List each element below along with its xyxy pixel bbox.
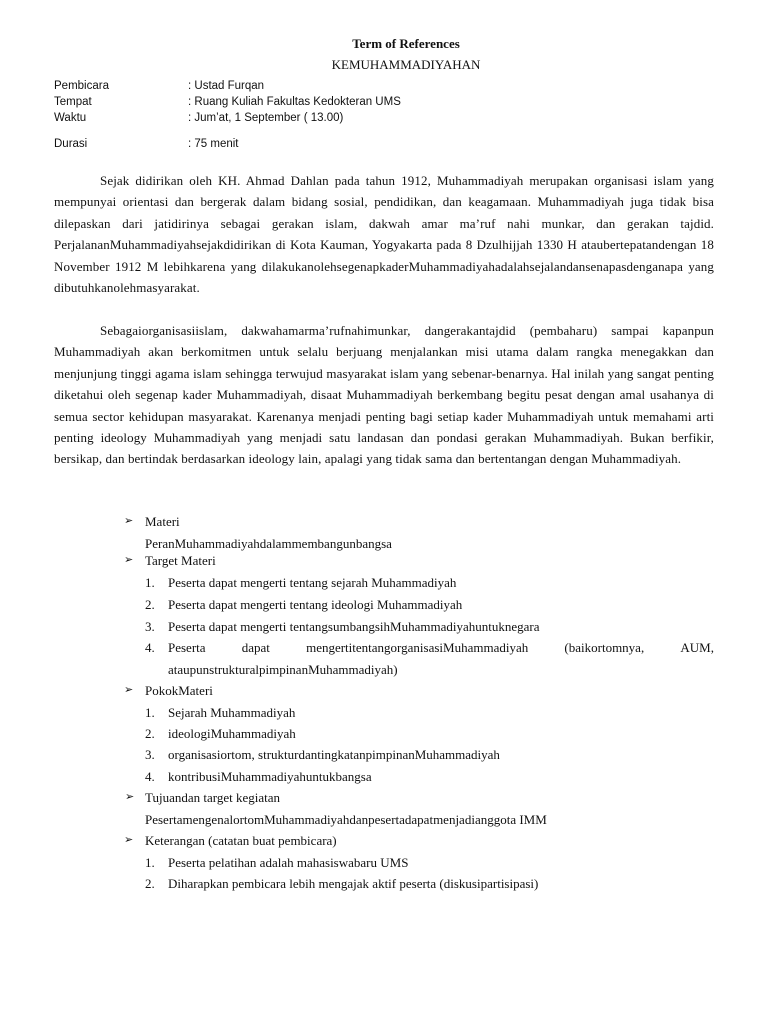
arrowhead-bullet-icon: ➢ [125, 790, 135, 803]
arrowhead-bullet-icon: ➢ [124, 833, 134, 846]
section-text: PesertamengenalortomMuhammadiyahdanpesertadapatmenjadianggota IMM [145, 812, 547, 827]
item-text: Sejarah Muhammadiyah [168, 705, 296, 720]
section-heading: Materi [145, 514, 180, 529]
document-subtitle: KEMUHAMMADIYAHAN [331, 57, 481, 72]
meta-label: Tempat [54, 96, 92, 108]
item-number: 3. [145, 747, 155, 762]
item-word: (baikortomnya, [564, 640, 645, 655]
item-number: 3. [145, 619, 155, 634]
body-paragraph-2: Sebagaiorganisasiislam, dakwahamarma’rufnahimunkar, dangerakantajdid (pembaharu) sampai kapanpun Muhammadiyah akan berkomitmen untuk selalu berjuang menjalankan misi utama dalam rangka menegakkan dan menjunjung tinggi agama islam sehingga terwujud masyarakat islam yang sebenar-benarnya. Hal inilah yang sangat penting diketahui oleh segenap kader Muhammadiyah, disaat Muhammadiyah berkembang begitu pesat dengan amal usahanya di semua sector kehidupan masyarakat. Karenanya menjadi penting bagi setiap kader Muhammadiyah untuk memahami arti penting ideology Muhammadiyah yang menjadi satu landasan dan pondasi gerakan Muhammadiyah. Bukan berfikir, bersikap, dan bertindak berdasarkan ideology lain, apalagi yang tidak sama dan bertentangan dengan Muhammadiyah. [54, 323, 714, 467]
meta-value: : Ustad Furqan [188, 80, 265, 92]
item-number: 2. [145, 876, 155, 891]
meta-value: : Jum’at, 1 September ( 13.00) [188, 112, 344, 124]
item-text: ataupunstrukturalpimpinanMuhammadiyah) [168, 662, 398, 677]
item-word: AUM, [680, 640, 714, 655]
meta-value: : 75 menit [188, 138, 239, 150]
section-text: PeranMuhammadiyahdalammembangunbangsa [145, 536, 392, 551]
item-number: 2. [145, 597, 155, 612]
item-number: 1. [145, 855, 155, 870]
item-number: 1. [145, 575, 155, 590]
item-number: 4. [145, 769, 155, 784]
item-text: organisasiortom, strukturdantingkatanpimpinanMuhammadiyah [168, 747, 500, 762]
body-paragraph-1: Sejak didirikan oleh KH. Ahmad Dahlan pada tahun 1912, Muhammadiyah merupakan organisasi islam yang mempunyai orientasi dan bergerak dalam bidang sosial, pendidikan, dan keagamaan. Muhammadiyah juga tidak bisa dilepaskan dari jatidirinya sebagai gerakan islam, dakwah amar ma’ruf nahi munkar, dan gerakan tajdid. PerjalananMuhammadiyahsejakdidirikan di Kota Kauman, Yogyakarta pada 8 Dzulhijjah 1330 H ataubertepatandengan 18 November 1912 M lebihkarena yang dilakukanolehsegenapkaderMuhammadiyahadalahsejalandansenapasdenganapa yang dibutuhkanolehmasyarakat. [54, 173, 714, 296]
section-heading: PokokMateri [145, 683, 213, 698]
item-number: 4. [145, 640, 155, 655]
meta-label: Pembicara [54, 80, 109, 92]
section-heading: Keterangan (catatan buat pembicara) [145, 833, 337, 848]
item-text: ideologiMuhammadiyah [168, 726, 296, 741]
item-text: Peserta dapat mengerti tentang ideologi Muhammadiyah [168, 597, 463, 612]
arrowhead-bullet-icon: ➢ [124, 683, 134, 696]
item-text: Diharapkan pembicara lebih mengajak aktif peserta (diskusipartisipasi) [168, 876, 539, 891]
arrowhead-bullet-icon: ➢ [124, 553, 134, 566]
arrowhead-bullet-icon: ➢ [124, 514, 134, 527]
item-number: 2. [145, 726, 155, 741]
section-heading: Tujuandan target kegiatan [145, 790, 281, 805]
item-word: mengertitentangorganisasiMuhammadiyah [306, 640, 529, 655]
document-title: Term of References [352, 36, 460, 51]
section-heading: Target Materi [145, 553, 216, 568]
item-text: kontribusiMuhammadiyahuntukbangsa [168, 769, 372, 784]
item-word: Peserta [168, 640, 206, 655]
meta-value: : Ruang Kuliah Fakultas Kedokteran UMS [188, 96, 401, 108]
meta-label: Waktu [54, 112, 87, 124]
item-text: Peserta dapat mengerti tentang sejarah Muhammadiyah [168, 575, 457, 590]
item-text: Peserta pelatihan adalah mahasiswabaru UMS [168, 855, 409, 870]
item-word: dapat [241, 640, 270, 655]
meta-label: Durasi [54, 138, 88, 150]
item-number: 1. [145, 705, 155, 720]
item-text: Peserta dapat mengerti tentangsumbangsihMuhammadiyahuntuknegara [168, 619, 540, 634]
item-text-justified [168, 640, 714, 656]
